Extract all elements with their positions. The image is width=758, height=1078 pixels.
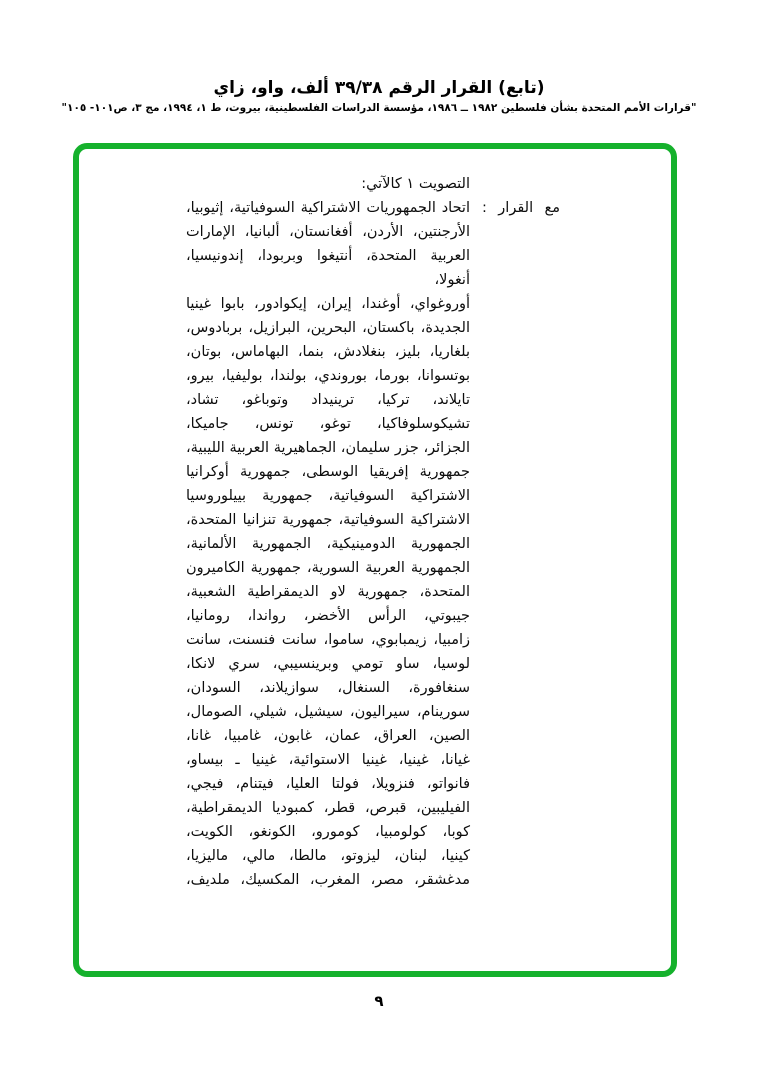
- country-line: المتحدة، جمهورية لاو الديمقراطية الشعبية،: [186, 584, 470, 600]
- source-citation: "قرارات الأمم المتحدة بشأن فلسطين ١٩٨٢ ــ ١٩٨٦، مؤسسة الدراسات الفلسطينية، بيروت، ط ١، ١٩٩٤، مج ٣، ص١٠١- ١٠٥": [61, 102, 697, 114]
- country-line: الأرجنتين، الأردن، أفغانستان، ألبانيا، الإمارات: [186, 224, 470, 240]
- country-line: الصين، العراق، عمان، غابون، غامبيا، غانا،: [186, 728, 470, 744]
- resolution-title: (تابع) القرار الرقم ٣٩/٣٨ ألف، واو، زاي: [213, 78, 545, 98]
- country-line: الفيليبين، قبرص، قطر، كمبوديا الديمقراطية،: [186, 800, 470, 816]
- content-frame: [73, 143, 677, 977]
- country-line: سورينام، سيراليون، سيشيل، شيلي، الصومال،: [186, 704, 470, 720]
- country-line: جيبوتي، الرأس الأخضر، رواندا، رومانيا،: [186, 608, 470, 624]
- country-line: فانواتو، فنزويلا، فولتا العليا، فيتنام، فيجي،: [186, 776, 470, 792]
- vote-label: مع القرار :: [482, 200, 560, 216]
- country-line: الجمهورية الدومينيكية، الجمهورية الألمانية،: [186, 536, 470, 552]
- country-line: تشيكوسلوفاكيا، توغو، تونس، جاميكا،: [186, 416, 470, 432]
- country-lines: [186, 220, 560, 892]
- country-line: العربية المتحدة، أنتيغوا وبربودا، إندونيسيا، أنغولا،: [186, 248, 470, 288]
- country-line: كينيا، لبنان، ليزوتو، مالطا، مالي، ماليزيا،: [186, 848, 470, 864]
- country-line: كوبا، كولومبيا، كومورو، الكونغو، الكويت،: [186, 824, 470, 840]
- country-line: الاشتراكية السوفياتية، جمهورية تنزانيا المتحدة،: [186, 512, 470, 528]
- country-line: بوتسوانا، بورما، بوروندي، بولندا، بوليفيا، بيرو،: [186, 368, 470, 384]
- vote-intro: التصويت ١ كالآتي:: [361, 176, 470, 192]
- country-line: زامبيا، زيمبابوي، ساموا، سانت فنسنت، سانت: [186, 632, 470, 648]
- vote-record: [186, 172, 560, 892]
- country-line: اتحاد الجمهوريات الاشتراكية السوفياتية، إثيوبيا،: [186, 200, 470, 216]
- country-line: جمهورية إفريقيا الوسطى، جمهورية أوكرانيا: [186, 464, 470, 480]
- page-number: ٩: [374, 992, 384, 1010]
- country-line: تايلاند، تركيا، ترينيداد وتوباغو، تشاد،: [186, 392, 470, 408]
- country-line: الجمهورية العربية السورية، جمهورية الكاميرون: [186, 560, 470, 576]
- country-line: بلغاريا، بليز، بنغلادش، بنما، البهاماس، بوتان،: [186, 344, 470, 360]
- country-line: الجزائر، جزر سليمان، الجماهيرية العربية الليبية،: [186, 440, 470, 456]
- country-line: غيانا، غينيا، غينيا الاستوائية، غينيا ـ بيساو،: [186, 752, 470, 768]
- country-line: أوروغواي، أوغندا، إيران، إيكوادور، بابوا غينيا: [186, 296, 470, 312]
- country-line: الجديدة، باكستان، البحرين، البرازيل، بربادوس،: [186, 320, 470, 336]
- country-line: لوسيا، ساو تومي وبرينسيبي، سري لانكا،: [186, 656, 470, 672]
- country-line: سنغافورة، السنغال، سوازيلاند، السودان،: [186, 680, 470, 696]
- country-line: مدغشقر، مصر، المغرب، المكسيك، ملديف،: [186, 872, 470, 888]
- country-line: الاشتراكية السوفياتية، جمهورية بييلوروسيا: [186, 488, 470, 504]
- vote-line-first: [186, 196, 560, 220]
